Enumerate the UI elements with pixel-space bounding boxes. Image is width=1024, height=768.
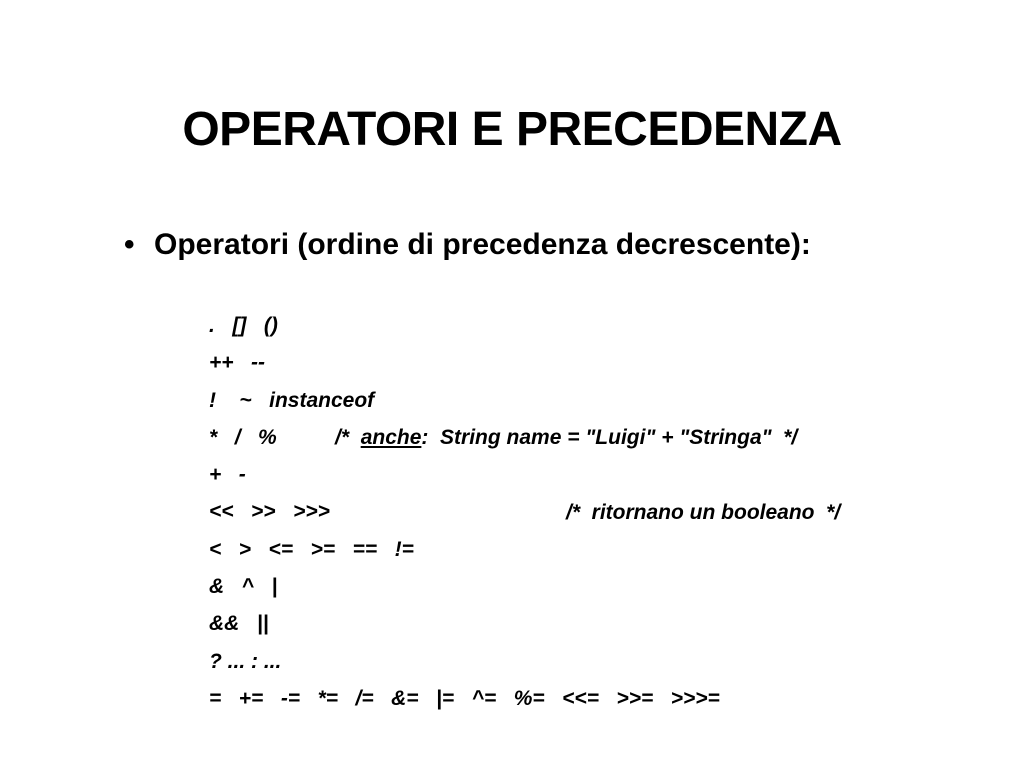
operator-row bbox=[174, 606, 934, 673]
comment-open: /* bbox=[335, 426, 361, 450]
bullet-text: Operatori (ordine di precedenza decrescente): bbox=[154, 228, 811, 261]
operator-comment bbox=[335, 419, 797, 456]
operator-group: << >> >>> bbox=[209, 500, 330, 524]
operator-comment: /* ritornano un booleano */ bbox=[566, 500, 841, 524]
operator-group: && || bbox=[209, 612, 269, 636]
operator-row bbox=[174, 419, 934, 487]
operator-row bbox=[174, 494, 934, 561]
operator-row bbox=[174, 345, 934, 412]
operator-group: ? ... : ... bbox=[209, 649, 282, 673]
operator-group: ! ~ instanceof bbox=[209, 388, 375, 412]
operator-group: * / % bbox=[209, 425, 277, 449]
slide-title: OPERATORI E PRECEDENZA bbox=[182, 103, 842, 156]
operator-row bbox=[174, 307, 934, 375]
comment-rest: : String name = "Luigi" + "Stringa" */ bbox=[421, 426, 798, 450]
operator-group: = += -= *= /= &= |= ^= %= <<= >>= >>>= bbox=[209, 686, 720, 710]
operator-row bbox=[174, 643, 934, 710]
operator-list bbox=[174, 270, 934, 710]
operator-row bbox=[174, 270, 934, 337]
bullet-item bbox=[124, 226, 811, 264]
operator-group: + - bbox=[209, 463, 246, 487]
comment-underlined-word: anche bbox=[360, 426, 422, 450]
operator-group: . [] () bbox=[209, 314, 278, 337]
operator-group: < > <= >= == != bbox=[209, 537, 414, 561]
operator-row bbox=[174, 531, 934, 599]
operator-group: & ^ | bbox=[209, 575, 278, 599]
operator-group: ++ -- bbox=[209, 351, 266, 375]
bullet-icon: • bbox=[124, 228, 135, 261]
operator-row bbox=[174, 568, 934, 636]
